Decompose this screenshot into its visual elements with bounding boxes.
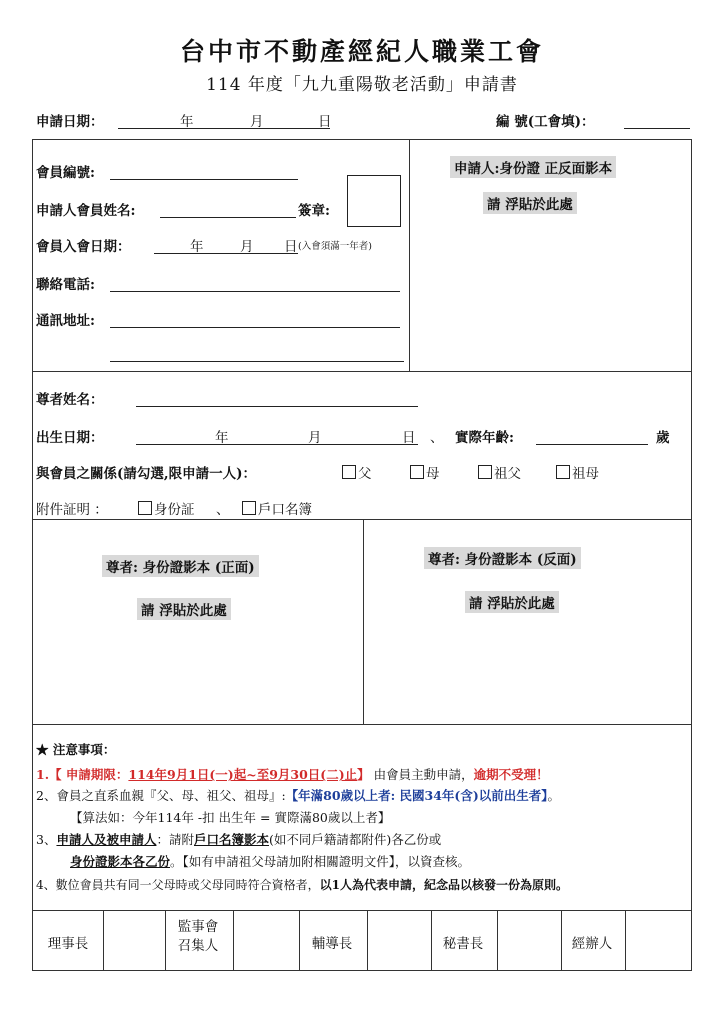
note-2-highlight: 【年滿80歲以上者: 民國34年(含)以前出生者】 <box>285 788 548 803</box>
sig-label-secretary: 秘書長 <box>442 936 484 952</box>
address-label: 通訊地址: <box>36 313 95 329</box>
note-3-text: ：請附 <box>156 832 194 847</box>
join-day-label: 日 <box>284 239 298 255</box>
relation-option-grandmother[interactable] <box>556 462 599 482</box>
note-2-text: 2、會員之直系血親『父、母、祖父、祖母』: <box>36 788 286 803</box>
sig-label-supervisor: 監事會 召集人 <box>177 919 219 954</box>
note-1-mid: 由會員主動申請， <box>369 767 474 782</box>
attach-sep: 、 <box>216 502 230 518</box>
note-1-warning: 逾期不受理！ <box>473 767 549 782</box>
elder-name-field[interactable] <box>136 389 418 407</box>
note-2-end: 。 <box>547 788 561 803</box>
relation-option-father[interactable] <box>342 462 372 482</box>
form-subtitle: 114 年度「九九重陽敬老活動」申請書 <box>206 75 518 95</box>
elder-birth-year: 年 <box>215 430 229 446</box>
relation-option-label: 祖父 <box>494 466 521 482</box>
checkbox-icon[interactable] <box>342 465 356 479</box>
note-3-text2: (如不同戶籍請都附件)各乙份或 <box>269 832 442 847</box>
address-field-line1[interactable] <box>110 310 400 328</box>
apply-month-label: 月 <box>250 114 264 130</box>
attach-option-household[interactable] <box>242 498 312 518</box>
relation-option-mother[interactable] <box>410 462 440 482</box>
apply-day-label: 日 <box>318 114 332 130</box>
elder-age-field[interactable] <box>536 427 648 445</box>
notes-heading: ★ 注意事項： <box>36 742 116 757</box>
seal-box[interactable] <box>347 175 401 227</box>
phone-label: 聯絡電話: <box>36 277 95 293</box>
sig-divider <box>233 911 234 970</box>
sig-label-counselor: 輔導長 <box>311 936 353 952</box>
join-requirement-note: (入會須滿一年者) <box>298 241 372 252</box>
checkbox-icon[interactable] <box>138 501 152 515</box>
sig-divider <box>103 911 104 970</box>
elder-birth-field[interactable] <box>136 427 418 445</box>
note-3-num: 3、 <box>36 832 57 847</box>
member-name-label: 申請人會員姓名: <box>36 203 136 219</box>
member-divider <box>409 140 410 371</box>
attach-option-id[interactable] <box>138 498 195 518</box>
checkbox-icon[interactable] <box>242 501 256 515</box>
relation-option-label: 母 <box>426 466 440 482</box>
note-4-text: 4、數位會員共有同一父母時或父母同時符合資格者， <box>36 878 320 892</box>
relation-option-label: 父 <box>358 466 372 482</box>
elder-id-back-paste-hint: 請 浮貼於此處 <box>465 591 559 613</box>
member-no-field[interactable] <box>110 162 298 180</box>
elder-birth-month: 月 <box>308 430 322 446</box>
note-4 <box>36 876 568 893</box>
join-date-field[interactable] <box>154 236 298 254</box>
note-1 <box>36 765 549 783</box>
note-2 <box>36 786 560 804</box>
note-4-bold: 以1人為代表申請，紀念品以核發一份為原則。 <box>319 878 568 892</box>
sig-divider <box>367 911 368 970</box>
relation-option-grandfather[interactable] <box>478 462 521 482</box>
join-date-label: 會員入會日期： <box>36 239 131 255</box>
note-3 <box>36 830 441 848</box>
note-3-household: 戶口名簿影本 <box>193 832 269 847</box>
apply-date-label: 申請日期： <box>36 114 104 130</box>
note-1-close: 】 <box>357 767 370 782</box>
elder-id-divider <box>363 520 364 724</box>
elder-id-front-title: 尊者: 身份證影本 (正面) <box>102 555 259 577</box>
elder-name-label: 尊者姓名： <box>36 392 104 408</box>
sig-label-handler: 經辦人 <box>571 936 613 952</box>
sig-divider <box>625 911 626 970</box>
note-2-calc: 【算法如：今年114年 -扣 出生年 = 實際滿80歲以上者】 <box>70 810 391 825</box>
elder-birth-day: 日 <box>402 430 416 446</box>
form-title: 台中市不動產經紀人職業工會 <box>179 37 544 66</box>
form-number-field[interactable] <box>624 111 690 129</box>
attach-option-label: 戶口名簿 <box>258 502 312 518</box>
applicant-id-copy-title: 申請人:身份證 正反面影本 <box>450 156 616 178</box>
join-month-label: 月 <box>240 239 254 255</box>
note-3-cont <box>70 852 470 870</box>
phone-field[interactable] <box>110 274 400 292</box>
apply-year-label: 年 <box>180 114 194 130</box>
note-3-who: 申請人及被申請人 <box>56 832 157 847</box>
sig-label-chairman: 理事長 <box>47 936 89 952</box>
elder-age-label: 實際年齡: <box>455 430 514 446</box>
relation-option-label: 祖母 <box>572 466 599 482</box>
note-1-prefix: 1.【 申請期限： <box>36 767 129 782</box>
note-3-id-copy: 身份證影本各乙份 <box>70 854 171 869</box>
elder-id-back-title: 尊者: 身份證影本 (反面) <box>424 547 581 569</box>
sig-divider <box>497 911 498 970</box>
attach-option-label: 身份証 <box>154 502 195 518</box>
elder-birth-label: 出生日期： <box>36 430 104 446</box>
elder-sep: 、 <box>430 430 444 446</box>
form-number-label: 編 號(工會填)： <box>496 114 595 130</box>
join-year-label: 年 <box>190 239 204 255</box>
relation-label: 與會員之關係(請勾選,限申請一人)： <box>36 466 256 482</box>
note-1-dates: 114年9月1日(一)起~至9月30日(二)止 <box>128 767 358 782</box>
attach-label: 附件証明 ： <box>36 502 108 518</box>
seal-label: 簽章: <box>298 203 330 219</box>
address-field-line2[interactable] <box>110 344 404 362</box>
applicant-id-paste-hint: 請 浮貼於此處 <box>483 192 577 214</box>
elder-id-section <box>32 519 692 725</box>
elder-age-unit: 歲 <box>656 430 670 446</box>
member-no-label: 會員編號: <box>36 165 95 181</box>
member-name-field[interactable] <box>160 200 296 218</box>
checkbox-icon[interactable] <box>556 465 570 479</box>
checkbox-icon[interactable] <box>478 465 492 479</box>
elder-id-front-paste-hint: 請 浮貼於此處 <box>137 598 231 620</box>
note-3-text3: 。【如有申請祖父母請加附相關證明文件】，以資查核。 <box>170 854 471 869</box>
apply-date-field[interactable] <box>118 111 330 129</box>
checkbox-icon[interactable] <box>410 465 424 479</box>
